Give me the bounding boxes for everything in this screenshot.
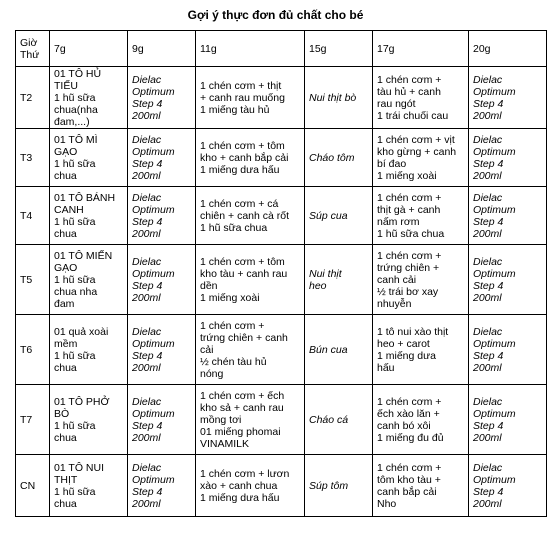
meal-line: chua [54, 362, 77, 374]
meal-line: Optimum [473, 146, 516, 158]
meal-cell-7g [50, 187, 128, 245]
meal-cell-20g [469, 129, 547, 187]
meal-cell-17g [373, 129, 469, 187]
meal-line: 200ml [473, 110, 502, 122]
meal-line: ½ trái bơ xay [377, 286, 439, 298]
meal-line: xào + canh chua [200, 480, 278, 492]
meal-line: Dielac [473, 74, 503, 86]
meal-line: mềm [54, 338, 78, 350]
meal-line: Nui thịt [309, 268, 342, 280]
meal-line: 01 quả xoài [54, 326, 109, 338]
meal-line: Step 4 [132, 486, 163, 498]
day-label: T7 [16, 385, 50, 455]
meal-cell-15g [305, 245, 373, 315]
meal-line: tôm kho tàu + [377, 474, 441, 486]
meal-cell-20g [469, 67, 547, 129]
meal-cell-9g [128, 385, 196, 455]
meal-line: Optimum [132, 204, 175, 216]
meal-line: Step 4 [473, 216, 504, 228]
menu-row-t3 [16, 129, 547, 187]
meal-cell-15g [305, 455, 373, 517]
meal-line: chua [54, 498, 77, 510]
document-title: Gợi ý thực đơn đủ chất cho bé [187, 8, 364, 22]
meal-line: canh cải [377, 274, 417, 286]
meal-line: Optimum [473, 408, 516, 420]
meal-line: 1 chén cơm + [377, 396, 442, 408]
meal-line: CANH [54, 204, 84, 216]
meal-line: 01 miếng phomai [200, 426, 281, 438]
meal-line: 1 chén cơm + [377, 250, 442, 262]
day-label: T6 [16, 315, 50, 385]
meal-cell-20g [469, 385, 547, 455]
meal-line: Súp tôm [309, 480, 349, 492]
meal-line: canh bắp cải [377, 486, 437, 498]
meal-cell-15g [305, 315, 373, 385]
meal-cell-17g [373, 67, 469, 129]
meal-cell-7g [50, 245, 128, 315]
day-label: T5 [16, 245, 50, 315]
meal-line: cải [200, 344, 214, 356]
meal-line: Step 4 [473, 98, 504, 110]
meal-line: đam,...) [54, 116, 90, 128]
meal-line: 1 miếng tàu hủ [200, 104, 270, 116]
meal-line: kho + canh bắp cải [200, 152, 289, 164]
meal-cell-17g [373, 315, 469, 385]
meal-line: BÒ [54, 408, 70, 420]
meal-cell-15g [305, 385, 373, 455]
meal-line: 1 chén cơm + tôm [200, 256, 285, 268]
meal-line: 200ml [132, 110, 161, 122]
meal-cell-11g [196, 67, 305, 129]
meal-line: Optimum [132, 338, 175, 350]
meal-line: Dielac [132, 462, 162, 474]
meal-line: hấu [377, 362, 395, 374]
meal-line: Optimum [132, 86, 175, 98]
meal-line: 200ml [132, 228, 161, 240]
corner-header-cell [16, 31, 50, 67]
meal-line: Optimum [473, 204, 516, 216]
meal-line: kho sả + canh rau [200, 402, 284, 414]
meal-line: nóng [200, 368, 224, 380]
meal-line: bí đao [377, 158, 407, 170]
meal-line: chua nha [54, 286, 98, 298]
meal-cell-9g [128, 245, 196, 315]
meal-line: rau ngót [377, 98, 416, 110]
meal-line: 1 chén cơm + [377, 462, 442, 474]
meal-line: Step 4 [132, 280, 163, 292]
meal-line: 1 hũ sữa [54, 420, 96, 432]
meal-line: 01 TÔ HỦ [54, 68, 102, 80]
meal-line: 1 chén cơm + ếch [200, 390, 285, 402]
meal-line: Optimum [473, 268, 516, 280]
meal-line: mồng tơi [200, 414, 242, 426]
meal-cell-20g [469, 455, 547, 517]
meal-line: 1 hũ sữa [54, 274, 96, 286]
meal-line: Nho [377, 498, 397, 510]
corner-time-label: Giờ [20, 37, 38, 49]
meal-cell-7g [50, 315, 128, 385]
meal-cell-15g [305, 129, 373, 187]
meal-line: Dielac [473, 192, 503, 204]
meal-cell-9g [128, 187, 196, 245]
meal-line: ½ chén tàu hủ [200, 356, 267, 368]
meal-line: dền [200, 280, 218, 292]
meal-line: 1 miếng dưa hấu [200, 492, 280, 504]
meal-line: nấm rơm [377, 216, 420, 228]
meal-line: 200ml [132, 292, 161, 304]
meal-line: heo [309, 280, 327, 292]
meal-line: 1 hũ sữa [54, 92, 96, 104]
meal-line: 01 TÔ BÁNH [54, 192, 116, 204]
meal-line: Dielac [473, 462, 503, 474]
meal-line: 200ml [473, 362, 502, 374]
meal-line: chua [54, 170, 77, 182]
day-label: T4 [16, 187, 50, 245]
meal-cell-11g [196, 455, 305, 517]
meal-line: 1 miếng dưa hấu [200, 164, 280, 176]
meal-line: heo + carot [377, 338, 430, 350]
meal-line: 01 TÔ NUI [54, 462, 104, 474]
time-header-20g: 20g [469, 31, 547, 67]
menu-row-t6 [16, 315, 547, 385]
meal-line: Step 4 [132, 350, 163, 362]
meal-line: 1 trái chuối cau [377, 110, 449, 122]
meal-line: 1 chén cơm + thịt [200, 80, 282, 92]
meal-cell-17g [373, 385, 469, 455]
menu-row-cn [16, 455, 547, 517]
meal-line: 200ml [132, 170, 161, 182]
day-label: T3 [16, 129, 50, 187]
meal-line: 200ml [473, 432, 502, 444]
meal-line: Step 4 [473, 158, 504, 170]
meal-line: nhuyễn [377, 298, 412, 310]
meal-line: Dielac [132, 74, 162, 86]
meal-cell-9g [128, 315, 196, 385]
time-header-9g: 9g [128, 31, 196, 67]
day-label: T2 [16, 67, 50, 129]
meal-line: 1 miếng xoài [200, 292, 260, 304]
meal-line: GẠO [54, 146, 78, 158]
meal-line: GẠO [54, 262, 78, 274]
meal-cell-11g [196, 245, 305, 315]
meal-line: + canh rau muống [200, 92, 285, 104]
meal-line: Optimum [473, 86, 516, 98]
meal-line: 1 chén cơm + vịt [377, 134, 455, 146]
meal-cell-7g [50, 129, 128, 187]
meal-line: kho gừng + canh [377, 146, 457, 158]
meal-cell-20g [469, 187, 547, 245]
meal-line: 1 chén cơm + cá [200, 198, 279, 210]
corner-day-label: Thứ [20, 49, 40, 61]
meal-line: ếch xào lăn + [377, 408, 440, 420]
meal-line: Optimum [473, 338, 516, 350]
meal-line: Step 4 [132, 158, 163, 170]
meal-line: 01 TÔ MIẾN [54, 250, 113, 262]
meal-line: tàu hủ + canh [377, 86, 441, 98]
meal-line: 200ml [473, 292, 502, 304]
meal-line: TIẾU [54, 80, 78, 92]
meal-cell-11g [196, 129, 305, 187]
meal-line: 01 TÔ PHỞ [54, 396, 110, 408]
meal-line: chua(nha [54, 104, 98, 116]
meal-line: Nui thịt bò [309, 92, 357, 104]
time-header-17g: 17g [373, 31, 469, 67]
meal-line: Dielac [473, 134, 503, 146]
meal-line: Cháo cá [309, 414, 349, 426]
menu-table [15, 30, 547, 517]
meal-line: chiên + canh cà rốt [200, 210, 290, 222]
meal-line: 1 chén cơm + tôm [200, 140, 285, 152]
meal-line: Dielac [132, 256, 162, 268]
meal-line: canh bó xôi [377, 420, 431, 432]
meal-cell-7g [50, 385, 128, 455]
meal-line: 1 hũ sữa [54, 486, 96, 498]
meal-line: Dielac [132, 396, 162, 408]
meal-line: 200ml [132, 498, 161, 510]
meal-cell-20g [469, 315, 547, 385]
menu-row-t2 [16, 67, 547, 129]
time-header-11g: 11g [196, 31, 305, 67]
meal-cell-11g [196, 187, 305, 245]
meal-line: Optimum [473, 474, 516, 486]
meal-line: 1 miếng xoài [377, 170, 437, 182]
meal-line: 200ml [132, 362, 161, 374]
day-label: CN [16, 455, 50, 517]
meal-line: Dielac [132, 326, 162, 338]
meal-line: Step 4 [473, 280, 504, 292]
meal-line: 01 TÔ MÌ [54, 134, 98, 146]
menu-row-t7 [16, 385, 547, 455]
time-header-15g: 15g [305, 31, 373, 67]
header-row [16, 31, 547, 67]
meal-line: 200ml [473, 170, 502, 182]
meal-line: Súp cua [309, 210, 348, 222]
meal-line: 1 chén cơm + [200, 320, 265, 332]
meal-cell-15g [305, 67, 373, 129]
meal-cell-15g [305, 187, 373, 245]
meal-cell-7g [50, 455, 128, 517]
meal-line: 1 chén cơm + [377, 74, 442, 86]
meal-cell-7g [50, 67, 128, 129]
meal-line: VINAMILK [200, 438, 250, 450]
meal-cell-9g [128, 67, 196, 129]
meal-line: Step 4 [132, 98, 163, 110]
meal-line: Dielac [132, 134, 162, 146]
meal-cell-9g [128, 455, 196, 517]
meal-cell-17g [373, 187, 469, 245]
meal-line: Cháo tôm [309, 152, 355, 164]
meal-line: thịt gà + canh [377, 204, 441, 216]
meal-line: Dielac [132, 192, 162, 204]
meal-cell-17g [373, 455, 469, 517]
meal-line: Dielac [473, 396, 503, 408]
meal-line: 1 chén cơm + lươn [200, 468, 290, 480]
meal-line: THỊT [54, 474, 78, 486]
meal-line: Step 4 [132, 420, 163, 432]
meal-line: Optimum [132, 146, 175, 158]
meal-cell-11g [196, 315, 305, 385]
meal-line: Step 4 [132, 216, 163, 228]
meal-line: Optimum [132, 268, 175, 280]
menu-row-t4 [16, 187, 547, 245]
meal-line: 200ml [132, 432, 161, 444]
time-header-7g: 7g [50, 31, 128, 67]
meal-line: trứng chiên + canh [200, 332, 288, 344]
meal-line: 1 hũ sữa [54, 350, 96, 362]
meal-line: chua [54, 228, 77, 240]
meal-line: 1 miếng đu đủ [377, 432, 444, 444]
meal-line: 1 miếng dưa [377, 350, 436, 362]
meal-cell-11g [196, 385, 305, 455]
meal-line: Dielac [473, 256, 503, 268]
meal-line: chua [54, 432, 77, 444]
meal-line: Optimum [132, 474, 175, 486]
menu-table-body [16, 67, 547, 517]
meal-line: Step 4 [473, 350, 504, 362]
meal-cell-17g [373, 245, 469, 315]
meal-line: Dielac [473, 326, 503, 338]
meal-line: 1 tô nui xào thịt [377, 326, 449, 338]
meal-line: 1 hũ sữa chua [200, 222, 268, 234]
meal-line: Step 4 [473, 486, 504, 498]
meal-line: 200ml [473, 228, 502, 240]
meal-line: 200ml [473, 498, 502, 510]
meal-line: 1 hũ sữa [54, 216, 96, 228]
meal-line: Optimum [132, 408, 175, 420]
meal-line: Bún cua [309, 344, 348, 356]
menu-table-header [16, 31, 547, 67]
meal-line: 1 hũ sữa [54, 158, 96, 170]
meal-line: trứng chiên + [377, 262, 440, 274]
meal-line: Step 4 [473, 420, 504, 432]
meal-line: đam [54, 298, 75, 310]
meal-line: 1 chén cơm + [377, 192, 442, 204]
meal-line: 1 hũ sữa chua [377, 228, 445, 240]
menu-row-t5 [16, 245, 547, 315]
meal-cell-9g [128, 129, 196, 187]
meal-line: kho tàu + canh rau [200, 268, 288, 280]
meal-cell-20g [469, 245, 547, 315]
